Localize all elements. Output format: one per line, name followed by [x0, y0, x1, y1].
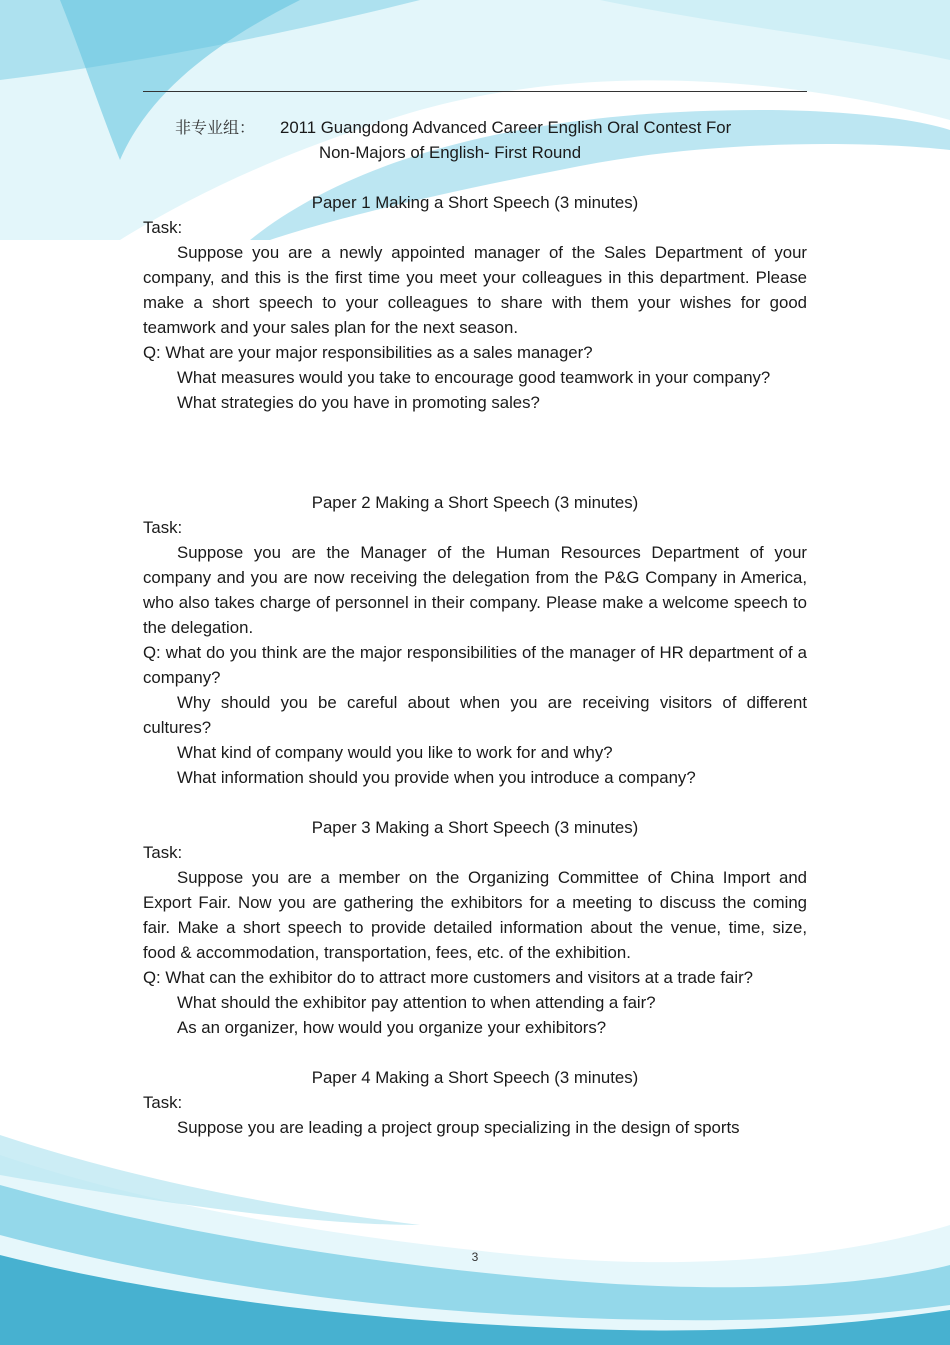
question: What information should you provide when you introduce a company? [177, 768, 696, 787]
paper-heading: Paper 1 Making a Short Speech (3 minutes) [311, 193, 639, 212]
question: Why should you be careful about when you are receiving visitors of different cultures? [143, 693, 807, 737]
task-label: Task: [143, 843, 183, 862]
task-text: Suppose you are the Manager of the Human Resources Department of your company and you are now receiving the delegation from the P&G Company in America, who also takes charge of personnel in their company. Please make a welcome speech to the delegation. [143, 543, 807, 637]
page-number: 3 [471, 1250, 479, 1264]
title-row [143, 115, 807, 140]
paper-2 [143, 490, 807, 790]
task-label: Task: [143, 518, 183, 537]
question: Q: what do you think are the major responsibilities of the manager of HR department of a company? [143, 643, 807, 687]
paper-heading: Paper 3 Making a Short Speech (3 minutes) [311, 818, 639, 837]
paper-4 [143, 1065, 807, 1140]
header-rule [143, 91, 807, 92]
question: What measures would you take to encourage good teamwork in your company? [177, 368, 771, 387]
task-text: Suppose you are a newly appointed manager of the Sales Department of your company, and this is the first time you meet your colleagues in this department. Please make a short speech to your colleagues to share with them your wishes for good teamwork and your sales plan for the next season. [143, 243, 807, 337]
category-label: 非专业组： [175, 118, 256, 137]
question: What kind of company would you like to work for and why? [177, 743, 613, 762]
document-body [143, 115, 807, 1140]
task-label: Task: [143, 1093, 183, 1112]
question: Q: What can the exhibitor do to attract more customers and visitors at a trade fair? [143, 968, 753, 987]
paper-heading: Paper 4 Making a Short Speech (3 minutes) [311, 1068, 639, 1087]
paper-1 [143, 190, 807, 415]
paper-3 [143, 815, 807, 1040]
bottom-wave-decoration [0, 1115, 950, 1345]
title-line-1: 2011 Guangdong Advanced Career English Oral Contest For [280, 118, 732, 137]
question: Q: What are your major responsibilities as a sales manager? [143, 343, 593, 362]
question: What should the exhibitor pay attention to when attending a fair? [177, 993, 656, 1012]
paper-heading: Paper 2 Making a Short Speech (3 minutes) [311, 493, 639, 512]
question: What strategies do you have in promoting sales? [177, 393, 540, 412]
task-text: Suppose you are leading a project group specializing in the design of sports [177, 1118, 740, 1137]
task-label: Task: [143, 218, 183, 237]
task-text: Suppose you are a member on the Organizing Committee of China Import and Export Fair. Now you are gathering the exhibitors for a meeting to discuss the coming fair. Make a short speech to provide detailed information about the venue, time, size, food & accommodation, transportation, fees, etc. of the exhibition. [143, 868, 807, 962]
question: As an organizer, how would you organize your exhibitors? [177, 1018, 607, 1037]
title-line-2: Non-Majors of English- First Round [318, 143, 582, 162]
